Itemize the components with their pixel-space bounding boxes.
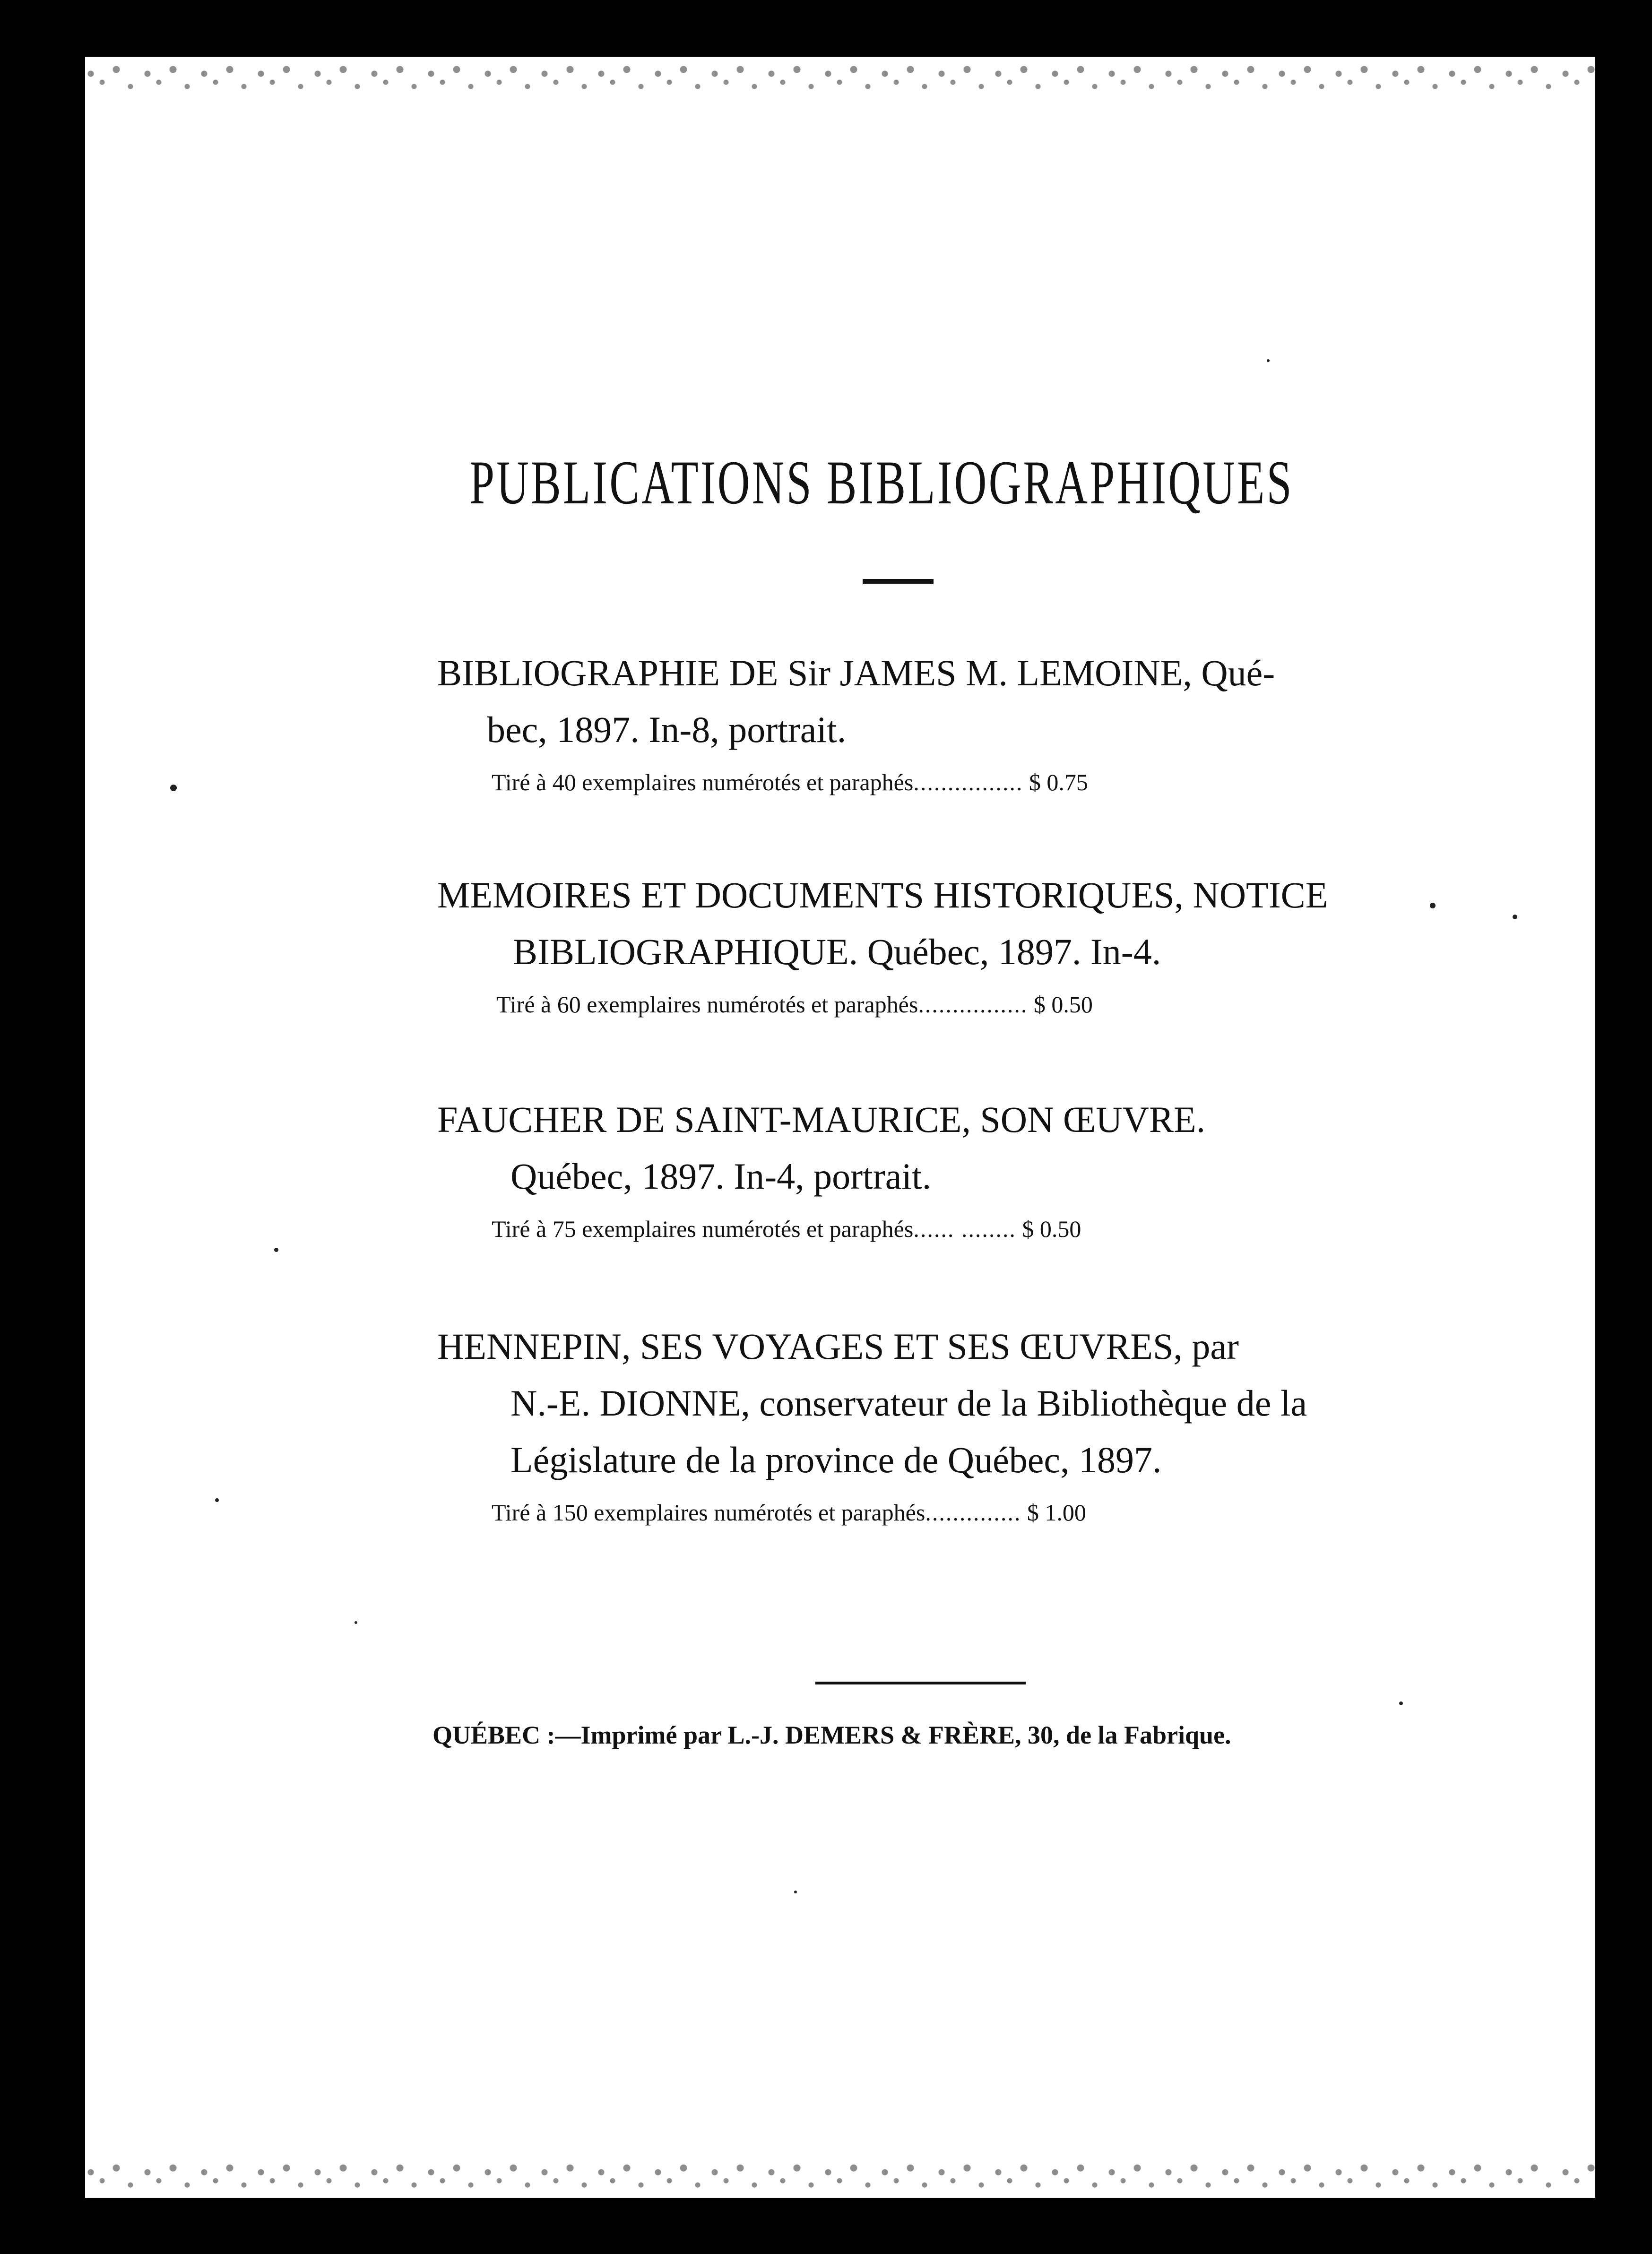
- scan-speck: [274, 1248, 278, 1252]
- entry-4-price-line: [492, 1498, 1086, 1527]
- entry-3-price: $ 0.50: [1022, 1216, 1081, 1242]
- entry-3-price-line: [492, 1215, 1081, 1243]
- entry-4-heading-line-1: HENNEPIN, SES VOYAGES ET SES ŒUVRES, par: [437, 1326, 1239, 1367]
- bottom-edge-noise: [85, 2155, 1595, 2198]
- scanned-page: [85, 57, 1595, 2198]
- title-rule: [863, 579, 934, 584]
- entry-2-price-line: [496, 990, 1093, 1019]
- entry-2-price: $ 0.50: [1033, 991, 1093, 1018]
- scan-speck: [215, 1498, 219, 1502]
- entry-2-heading-line-2: BIBLIOGRAPHIQUE. Québec, 1897. In-4.: [513, 931, 1161, 972]
- top-edge-noise: [85, 57, 1595, 99]
- entry-1-price: $ 0.75: [1029, 769, 1088, 795]
- entry-3-leader-dots: ...... ........: [913, 1216, 1016, 1242]
- entry-1-heading-line-1: BIBLIOGRAPHIE DE Sir JAMES M. LEMOINE, Qué-: [437, 652, 1275, 693]
- entry-4-heading-line-2: N.-E. DIONNE, conservateur de la Bibliothèque de la: [510, 1382, 1307, 1424]
- scan-speck: [1513, 915, 1517, 919]
- entry-4-price: $ 1.00: [1027, 1499, 1086, 1526]
- entry-1-edition: Tiré à 40 exemplaires numérotés et paraphés: [492, 769, 914, 795]
- scan-speck: [1399, 1701, 1403, 1705]
- entry-1-heading-line-2: bec, 1897. In-8, portrait.: [487, 709, 847, 750]
- scan-speck: [1430, 903, 1436, 908]
- bottom-rule: [815, 1682, 1026, 1684]
- entry-2-leader-dots: ................: [918, 991, 1028, 1018]
- page-title: PUBLICATIONS BIBLIOGRAPHIQUES: [469, 448, 1294, 517]
- entry-4-heading-line-3: Législature de la province de Québec, 1897.: [510, 1439, 1162, 1480]
- printer-imprint: QUÉBEC :—Imprimé par L.-J. DEMERS & FRÈRE, 30, de la Fabrique.: [432, 1721, 1231, 1749]
- entry-4-edition: Tiré à 150 exemplaires numérotés et paraphés: [492, 1499, 925, 1526]
- scan-speck: [355, 1621, 357, 1624]
- entry-3-heading-line-1: FAUCHER DE SAINT-MAURICE, SON ŒUVRE.: [437, 1099, 1206, 1140]
- scan-speck: [170, 785, 177, 791]
- entry-3-heading-line-2: Québec, 1897. In-4, portrait.: [510, 1156, 932, 1197]
- entry-2-edition: Tiré à 60 exemplaires numérotés et paraphés: [496, 991, 918, 1018]
- entry-1-price-line: [492, 768, 1088, 796]
- scan-speck: [794, 1891, 797, 1893]
- scan-speck: [1267, 359, 1270, 362]
- entry-3-edition: Tiré à 75 exemplaires numérotés et paraphés: [492, 1216, 914, 1242]
- entry-4-leader-dots: ..............: [925, 1499, 1021, 1526]
- entry-1-leader-dots: ................: [913, 769, 1023, 795]
- entry-2-heading-line-1: MEMOIRES ET DOCUMENTS HISTORIQUES, NOTICE: [437, 874, 1328, 915]
